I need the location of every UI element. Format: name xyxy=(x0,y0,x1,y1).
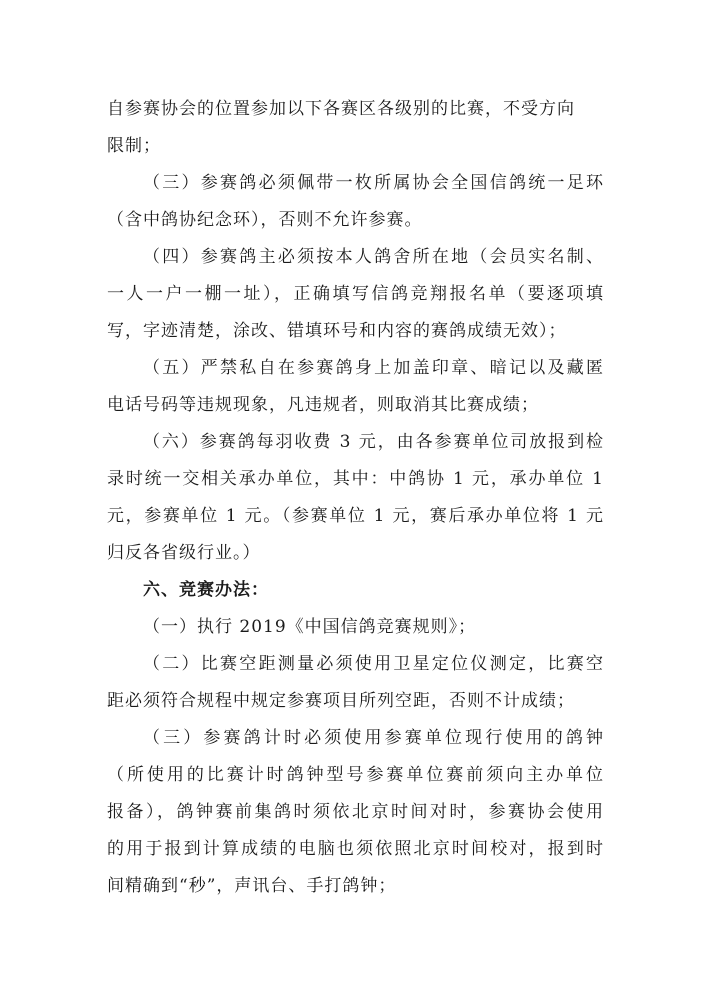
text-line: 录时统一交相关承办单位，其中：中鸽协 1 元，承办单位 1 xyxy=(107,469,604,489)
text-line: 自参赛协会的位置参加以下各赛区各级别的比赛，不受方向 xyxy=(107,99,575,119)
text-line: （五）严禁私自在参赛鸽身上加盖印章、暗记以及藏匿 xyxy=(143,358,604,378)
text-line: 限制； xyxy=(107,136,161,156)
section-heading: 六、竞赛办法： xyxy=(143,580,269,600)
text-line: （含中鸽协纪念环），否则不允许参赛。 xyxy=(107,210,423,230)
text-line: （二）比赛空距测量必须使用卫星定位仪测定，比赛空 xyxy=(143,654,604,674)
text-line: （六）参赛鸽每羽收费 3 元，由各参赛单位司放报到检 xyxy=(143,432,604,452)
text-line: （所使用的比赛计时鸽钟型号参赛单位赛前须向主办单位 xyxy=(107,765,604,785)
text-line: 距必须符合规程中规定参赛项目所列空距，否则不计成绩； xyxy=(107,691,575,711)
text-line: 元，参赛单位 1 元。（参赛单位 1 元，赛后承办单位将 1 元 xyxy=(107,506,604,526)
text-line: 间精确到“秒”，声讯台、手打鸽钟； xyxy=(107,876,397,896)
text-line: 的用于报到计算成绩的电脑也须依照北京时间校对，报到时 xyxy=(107,839,604,859)
text-line: 一人一户一棚一址），正确填写信鸽竞翔报名单（要逐项填 xyxy=(107,284,604,304)
text-line: 写，字迹清楚，涂改、错填环号和内容的赛鸽成绩无效）； xyxy=(107,321,567,341)
text-line: 报备），鸽钟赛前集鸽时须依北京时间对时，参赛协会使用 xyxy=(107,802,604,822)
text-line: （四）参赛鸽主必须按本人鸽舍所在地（会员实名制、 xyxy=(143,247,604,267)
text-line: 电话号码等违规现象，凡违规者，则取消其比赛成绩； xyxy=(107,395,539,415)
text-line: （一）执行 2019《中国信鸽竞赛规则》； xyxy=(143,617,477,637)
text-line: （三）参赛鸽必须佩带一枚所属协会全国信鸽统一足环 xyxy=(143,173,604,193)
text-line: 归反各省级行业。） xyxy=(107,543,261,563)
text-line: （三）参赛鸽计时必须使用参赛单位现行使用的鸽钟 xyxy=(143,728,604,748)
